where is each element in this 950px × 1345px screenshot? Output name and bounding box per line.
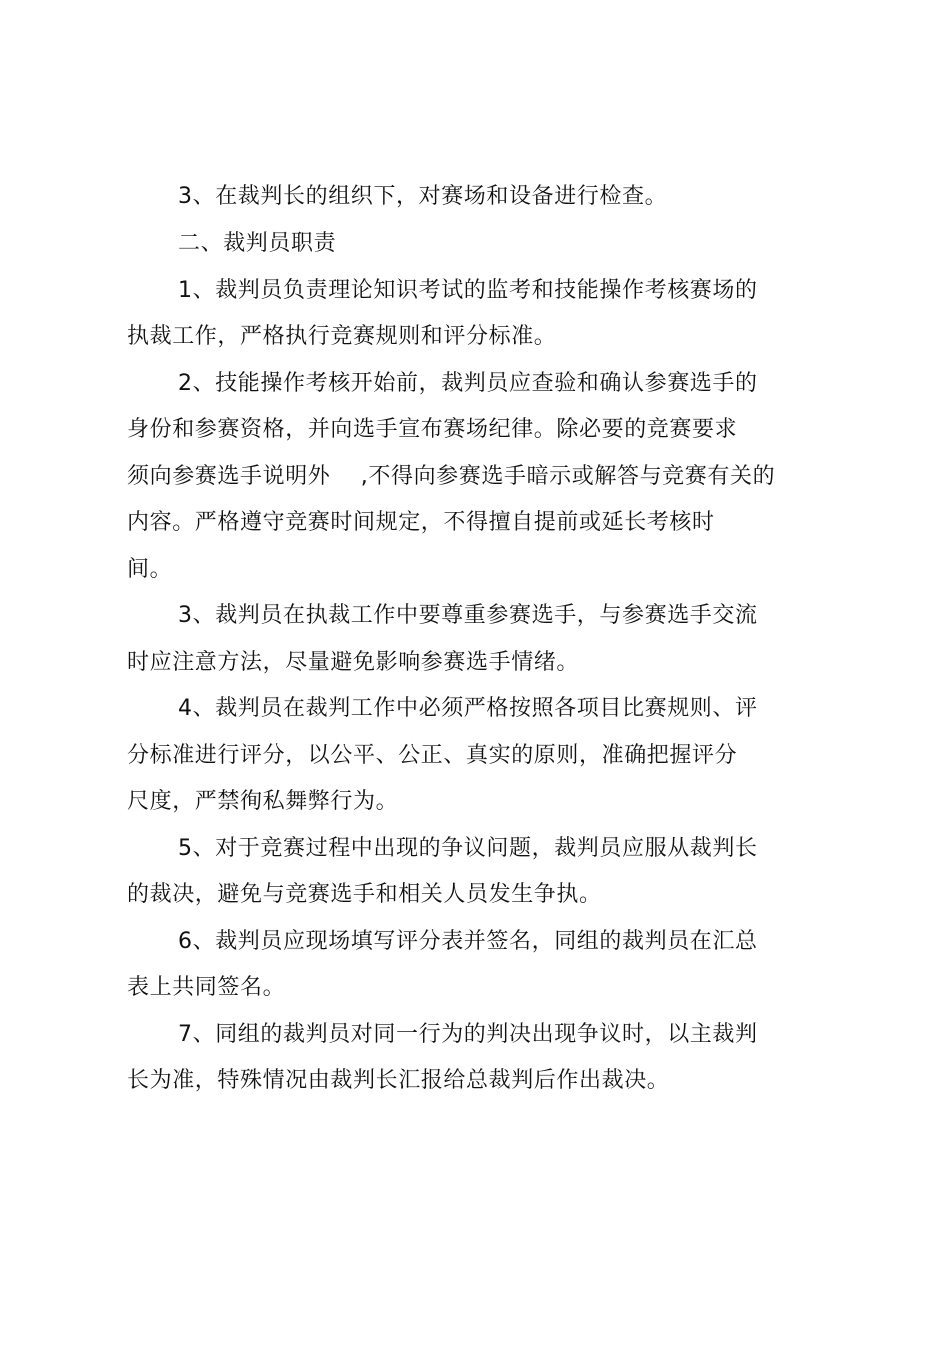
text-line: 长为准，特殊情况由裁判长汇报给总裁判后作出裁决。 (127, 1068, 670, 1093)
text-line: 执裁工作，严格执行竞赛规则和评分标准。 (127, 324, 557, 349)
text-line: 须向参赛选手说明外 ,不得向参赛选手暗示或解答与竞赛有关的 (127, 464, 776, 489)
text-line: 3、在裁判长的组织下，对赛场和设备进行检查。 (178, 184, 668, 209)
text-line: 2、技能操作考核开始前，裁判员应查验和确认参赛选手的 (178, 371, 758, 396)
text-line: 间。 (127, 557, 173, 582)
text-line: 4、裁判员在裁判工作中必须严格按照各项目比赛规则、评 (178, 696, 758, 721)
text-line: 6、裁判员应现场填写评分表并签名，同组的裁判员在汇总 (178, 929, 758, 954)
text-line: 表上共同签名。 (127, 975, 286, 1000)
text-line: 尺度，严禁徇私舞弊行为。 (127, 789, 399, 814)
text-line: 1、裁判员负责理论知识考试的监考和技能操作考核赛场的 (178, 278, 758, 303)
text-line: 3、裁判员在执裁工作中要尊重参赛选手，与参赛选手交流 (178, 603, 758, 628)
text-line: 分标准进行评分，以公平、公正、真实的原则，准确把握评分 (127, 743, 738, 768)
text-line: 时应注意方法，尽量避免影响参赛选手情绪。 (127, 650, 580, 675)
text-line: 7、同组的裁判员对同一行为的判决出现争议时，以主裁判 (178, 1022, 758, 1047)
text-line: 身份和参赛资格，并向选手宣布赛场纪律。除必要的竞赛要求 (127, 417, 738, 442)
section-heading: 二、裁判员职责 (178, 231, 337, 256)
text-line: 的裁决，避免与竞赛选手和相关人员发生争执。 (127, 882, 602, 907)
text-line: 5、对于竞赛过程中出现的争议问题，裁判员应服从裁判长 (178, 836, 758, 861)
text-line: 内容。严格遵守竞赛时间规定，不得擅自提前或延长考核时 (127, 510, 715, 535)
